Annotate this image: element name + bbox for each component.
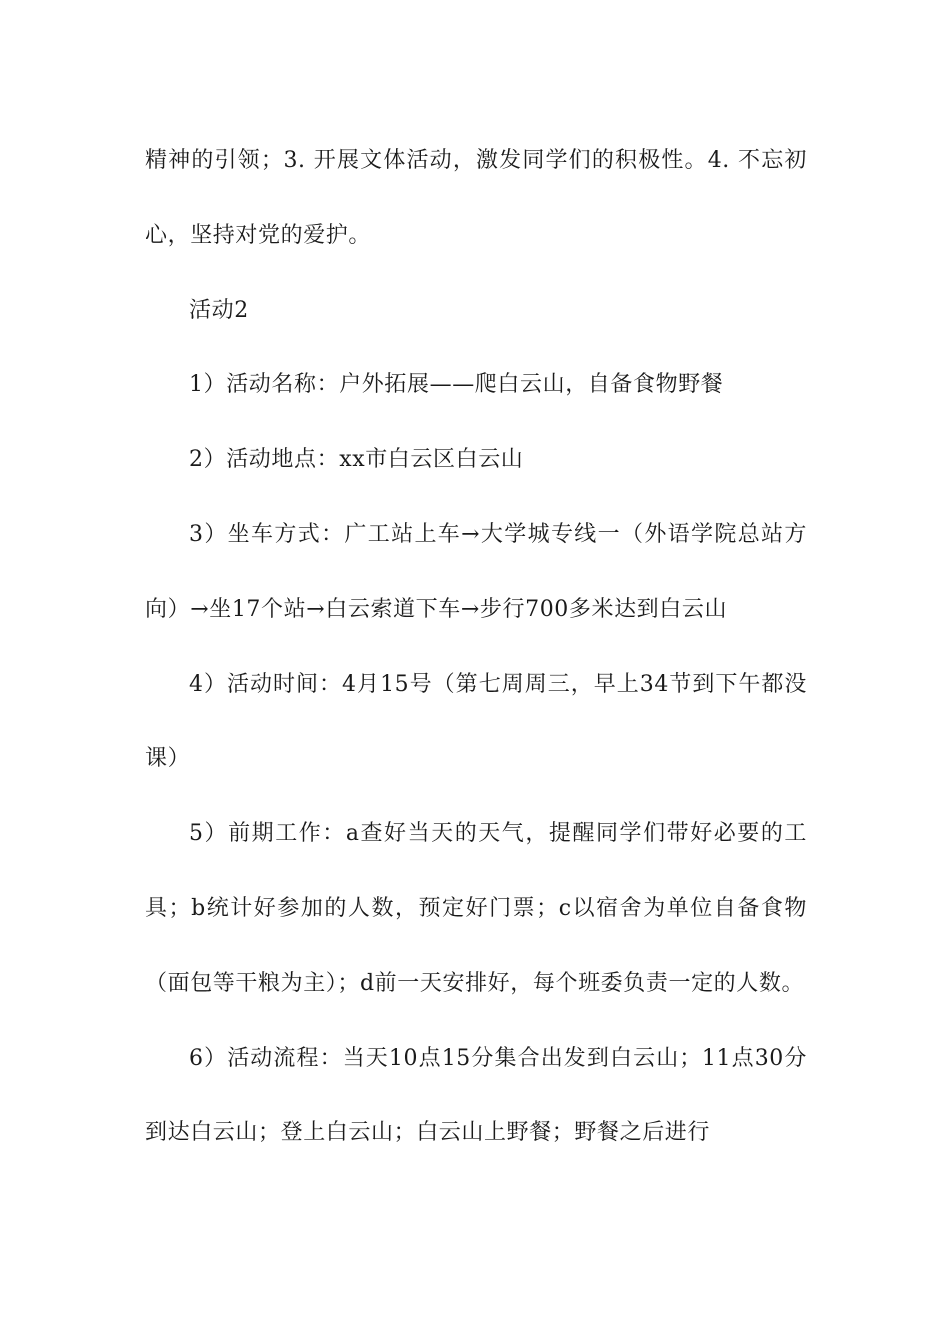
- list-item-activity-location: 2）活动地点：xx市白云区白云山: [189, 447, 524, 473]
- list-item-activity-flow: 6）活动流程：当天10点15分集合出发到白云山；11点30分到达白云山；登上白云山；白云山上野餐；野餐之后进行: [145, 1045, 807, 1146]
- list-item-activity-time: 4）活动时间：4月15号（第七周周三，早上34节到下午都没课）: [145, 671, 807, 772]
- section-heading-activity-2: 活动2: [189, 297, 249, 323]
- paragraph-continuation: 精神的引领；3. 开展文体活动，激发同学们的积极性。4. 不忘初心，坚持对党的爱护。: [145, 148, 807, 248]
- document-body: [145, 124, 807, 1171]
- list-item-preparation: 5）前期工作：a查好当天的天气，提醒同学们带好必要的工具；b统计好参加的人数，预定好门票；c以宿舍为单位自备食物（面包等干粮为主）；d前一天安排好，每个班委负责一定的人数。: [145, 821, 807, 996]
- list-item-transport: 3）坐车方式：广工站上车→大学城专线一（外语学院总站方向）→坐17个站→白云索道下车→步行700多米达到白云山: [145, 521, 807, 622]
- list-item-activity-name: 1）活动名称：户外拓展——爬白云山，自备食物野餐: [189, 372, 724, 398]
